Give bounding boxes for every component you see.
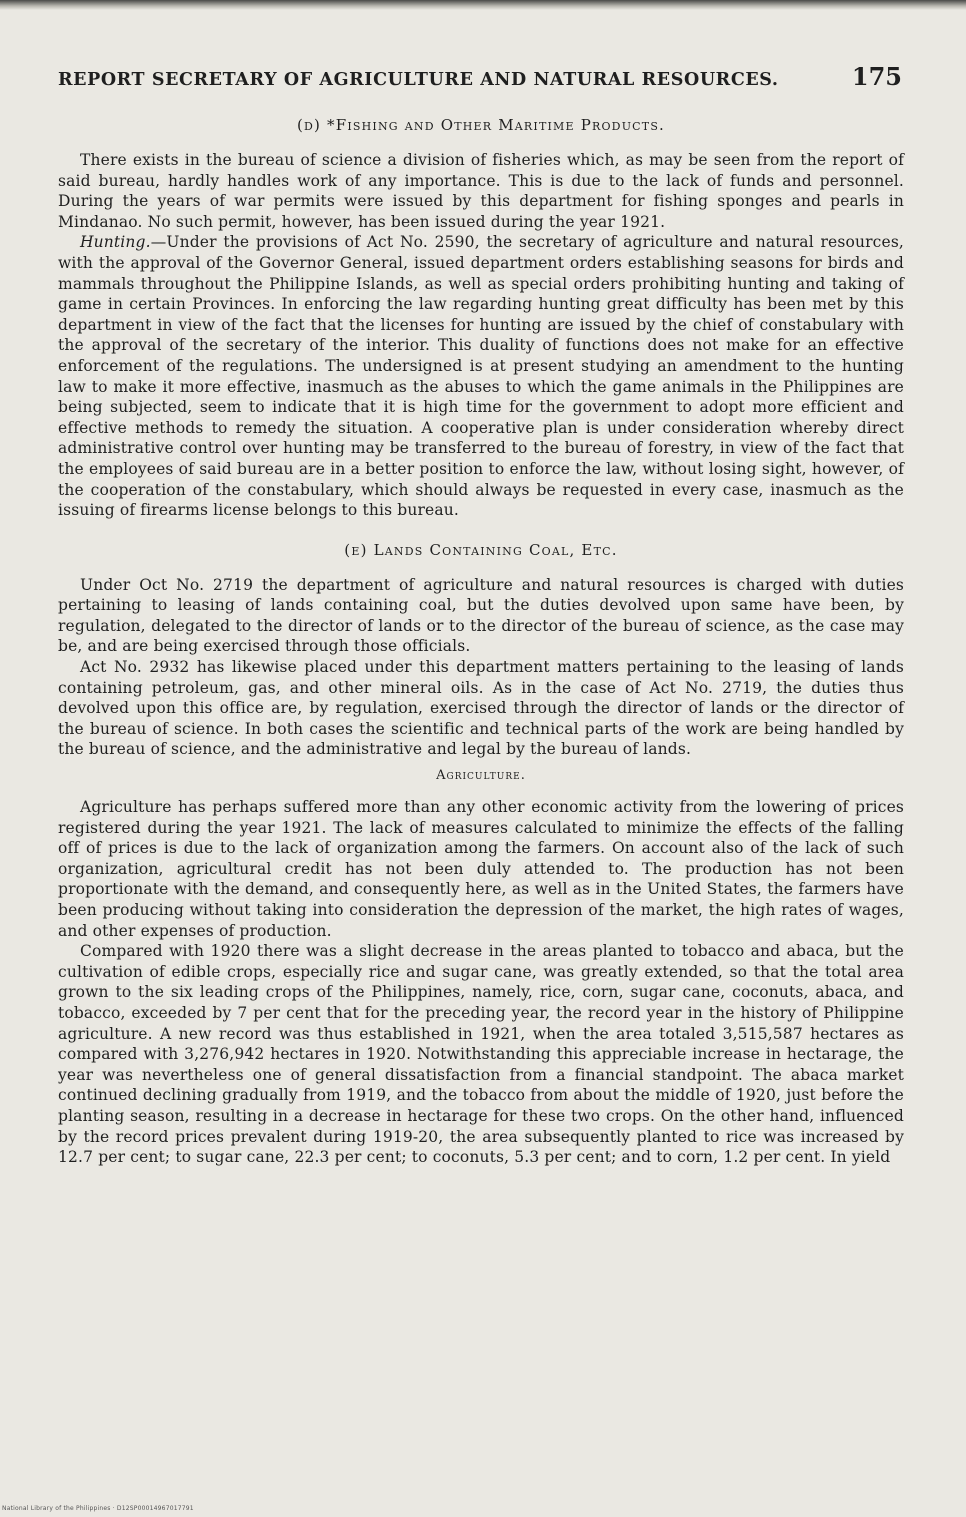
paragraph-agriculture-2: Compared with 1920 there was a slight decrease in the areas planted to tobacco and abaca, but the cultivation of edible crops, especially rice and sugar cane, was greatly extended, so that the total area grown to the six leading crops of the Philippines, namely, rice, corn, sugar cane, coconuts, abaca, and tobacco, exceeded by 7 per cent that for the preceding year, the record year in the history of Philippine agriculture. A new record was thus established in 1921, when the area totaled 3,515,587 hectares as compared with 3,276,942 hectares in 1920. Notwithstanding this appreciable increase in hectarage, the year was nevertheless one of general dissatisfaction from a financial standpoint. The abaca market continued declining gradually from 1919, and the tobacco from about the middle of 1920, just before the planting season, resulting in a decrease in hectarage for these two crops. On the other hand, influenced by the record prices prevalent during 1919-20, the area subsequently planted to rice was increased by 12.7 per cent; to sugar cane, 22.3 per cent; to coconuts, 5.3 per cent; and to corn, 1.2 per cent. In yield [58, 942, 904, 1167]
section-heading-agriculture: Agriculture. [436, 768, 526, 784]
paragraph-lands-1: Under Oct No. 2719 the department of agriculture and natural resources is charged with duties pertaining to leasing of lands containing coal, but the duties devolved upon same have been, by regulation, delegated to the director of lands or to the director of the bureau of science, as the case may be, and are being exercised through those officials. [58, 575, 904, 656]
hunting-lead: Hunting. [80, 233, 151, 252]
scan-credit: National Library of the Philippines · D12SP00014967017791 [2, 1505, 194, 1512]
scan-edge [0, 0, 966, 10]
document-page [58, 62, 904, 1168]
paragraph-fishing-1: There exists in the bureau of science a division of fisheries which, as may be seen from the report of said bureau, hardly handles work of any importance. This is due to the lack of funds and personnel. During the years of war permits were issued by this department for fishing sponges and pearls in Mindanao. No such permit, however, has been issued during the year 1921. [58, 151, 904, 231]
section-heading-lands: (e) Lands Containing Coal, Etc. [344, 540, 618, 559]
paragraph-hunting [58, 232, 904, 520]
running-title: REPORT SECRETARY OF AGRICULTURE AND NATURAL RESOURCES. [58, 70, 779, 90]
section-heading-fishing: (d) *Fishing and Other Maritime Products. [296, 116, 666, 134]
paragraph-lands-2: Act No. 2932 has likewise placed under this department matters pertaining to the leasing of lands containing petroleum, gas, and other mineral oils. As in the case of Act No. 2719, the duties thus devolved upon this office are, by regulation, exercised through the director of lands or the director of the bureau of science. In both cases the scientific and technical parts of the work are being handled by the bureau of science, and the administrative and legal by the bureau of lands. [58, 658, 904, 759]
running-header [58, 62, 904, 102]
page-number: 175 [851, 62, 902, 91]
paragraph-agriculture-1: Agriculture has perhaps suffered more than any other economic activity from the lowering of prices registered during the year 1921. The lack of measures calculated to minimize the effects of the falling off of prices is due to the lack of organization among the farmers. On account also of the lack of such organization, agricultural credit has not been duly attended to. The production has not been proportionate with the demand, and consequently here, as well as in the United States, the farmers have been producing without taking into consideration the depression of the market, the high rates of wages, and other expenses of production. [58, 798, 904, 940]
hunting-body: —Under the provisions of Act No. 2590, the secretary of agriculture and natural resources, with the approval of the Governor General, issued department orders establishing seasons for birds and mammals throughout the Philippine Islands, as well as special orders prohibiting hunting and taking of game in certain Provinces. In enforcing the law regarding hunting great difficulty has been met by this department in view of the fact that the licenses for hunting are issued by the chief of constabulary with the approval of the secretary of the interior. This duality of functions does not make for an effective enforcement of the regulations. The undersigned is at present studying an amendment to the hunting law to make it more effective, inasmuch as the abuses to which the game animals in the Philippines are being subjected, seem to indicate that it is high time for the government to adopt more efficient and effective methods to remedy the situation. A cooperative plan is under consideration whereby direct administrative control over hunting may be transferred to the bureau of forestry, in view of the fact that the employees of said bureau are in a better position to enforce the law, without losing sight, however, of the cooperation of the constabulary, which should always be requested in every case, inasmuch as the issuing of firearms license belongs to this bureau. [58, 233, 904, 520]
